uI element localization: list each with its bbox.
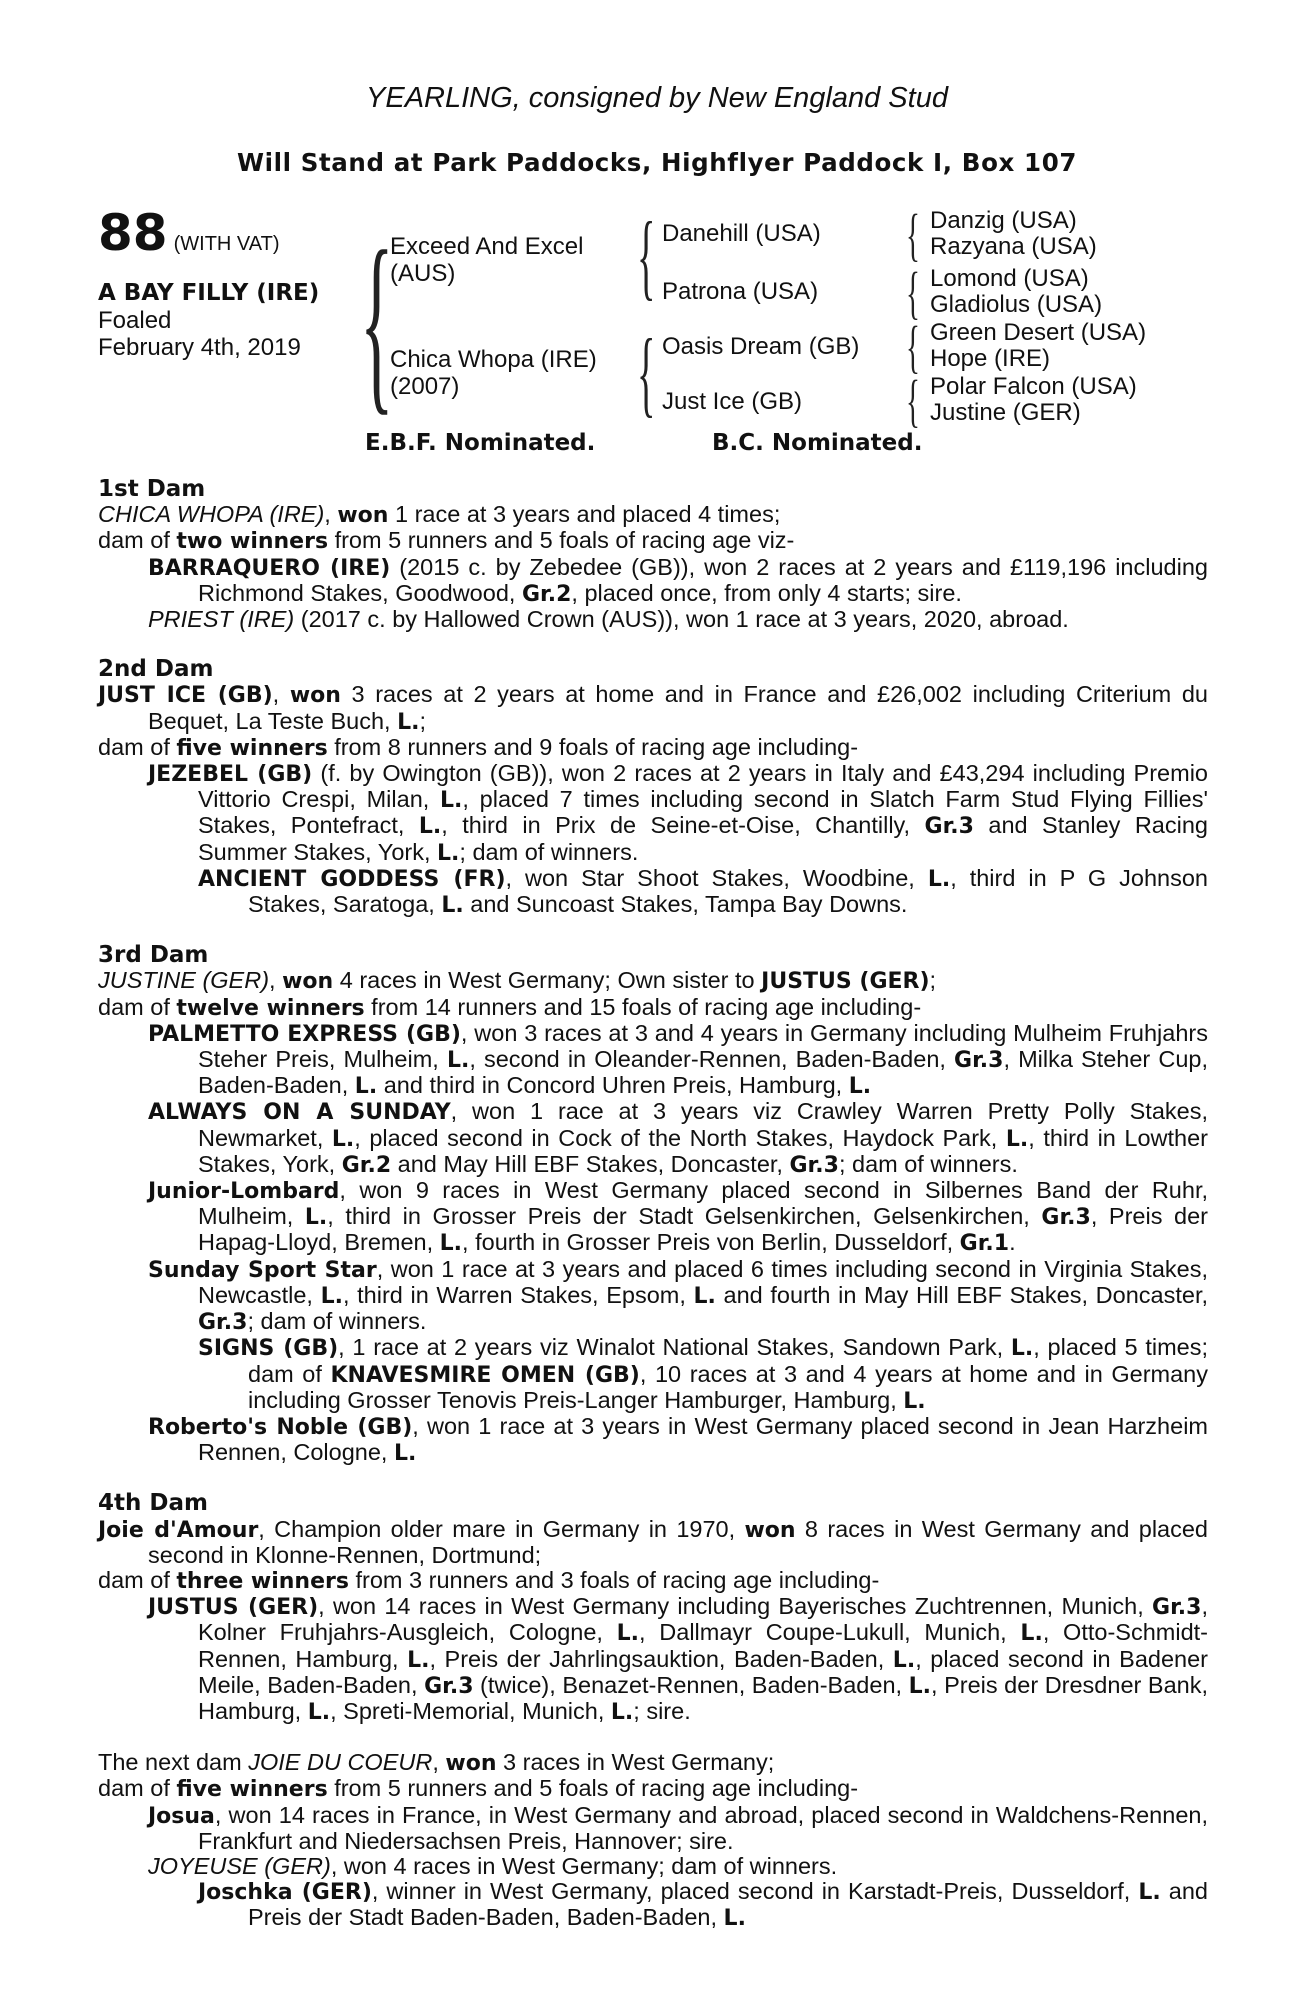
pedigree-notes bbox=[98, 477, 1208, 1932]
pedigree-entry: Junior-Lombard, won 9 races in West Germany placed second in Silbernes Band der Ruhr, Mulheim, L., third in Grosser Preis der Stadt Gelsenkirchen, Gelsenkirchen, Gr.3, Preis der Hapag-Lloyd, Bremen, L., fourth in Grosser Preis von Berlin, Dusseldorf, Gr.1. bbox=[148, 1177, 1208, 1257]
pedigree-entry: PALMETTO EXPRESS (GB), won 3 races at 3 and 4 years in Germany including Mulheim Fruhjahrs Steher Preis, Mulheim, L., second in Oleander-Rennen, Baden-Baden, Gr.3, Milka Steher Cup, Baden-Baden, L. and third in Concord Uhren Preis, Hamburg, L. bbox=[148, 1019, 1208, 1100]
dam-section bbox=[98, 1466, 1208, 1725]
section-title: 1st Dam bbox=[98, 476, 206, 502]
section-title: 4th Dam bbox=[98, 1490, 208, 1517]
g3-brace-1: { bbox=[906, 202, 920, 267]
pedigree-entry: dam of five winners from 8 runners and 9 foals of racing age including- bbox=[98, 733, 859, 761]
ebf-nominated: E.B.F. Nominated. bbox=[365, 430, 596, 456]
lot-info bbox=[98, 206, 319, 361]
pedigree-entry: Joie d'Amour, Champion older mare in Germany in 1970, won 8 races in West Germany and placed second in Klonne-Rennen, Dortmund; bbox=[98, 1515, 1208, 1568]
dam-name-2: (2007) bbox=[390, 373, 460, 400]
sire-name-2: (AUS) bbox=[390, 260, 456, 287]
pedigree-entry: ANCIENT GODDESS (FR), won Star Shoot Stakes, Woodbine, L., third in P G Johnson Stakes, Saratoga, L. and Suncoast Stakes, Tampa Bay Downs. bbox=[198, 864, 1208, 919]
foaled-label: Foaled bbox=[98, 307, 172, 334]
g3-brace-4: { bbox=[906, 368, 920, 433]
pedigree-entry: dam of five winners from 5 runners and 5 foals of racing age including- bbox=[98, 1775, 859, 1803]
g3-5: Green Desert (USA) bbox=[930, 319, 1147, 346]
stand-location: Will Stand at Park Paddocks, Highflyer Paddock I, Box 107 bbox=[237, 148, 1077, 177]
g3-3: Lomond (USA) bbox=[930, 265, 1089, 292]
pedigree-entry: JUSTUS (GER), won 14 races in West Germany including Bayerisches Zuchtrennen, Munich, Gr.3, Kolner Fruhjahrs-Ausgleich, Cologne, L., Dallmayr Coupe-Lukull, Munich, L., Otto-Schmidt-Rennen, Hamburg, L., Preis der Jahrlingsauktion, Baden-Baden, L., placed second in Badener Meile, Baden-Baden, Gr.3 (twice), Benazet-Rennen, Baden-Baden, L., Preis der Dresdner Bank, Hamburg, L., Spreti-Memorial, Munich, L.; sire. bbox=[148, 1593, 1209, 1725]
pedigree-entry: JEZEBEL (GB) (f. by Owington (GB)), won 2 races at 2 years in Italy and £43,294 including Premio Vittorio Crespi, Milan, L., placed 7 times including second in Slatch Farm Stud Flying Fillies' Stakes, Pontefract, L., third in Prix de Seine-et-Oise, Chantilly, Gr.3 and Stanley Racing Summer Stakes, York, L.; dam of winners. bbox=[148, 760, 1208, 866]
section-gap bbox=[98, 1466, 1208, 1491]
vat-note: (WITH VAT) bbox=[173, 233, 280, 255]
dam-sire: Oasis Dream (GB) bbox=[662, 333, 860, 360]
sire-name-1: Exceed And Excel bbox=[390, 233, 584, 260]
g3-8: Justine (GER) bbox=[930, 399, 1081, 426]
g3-7: Polar Falcon (USA) bbox=[930, 373, 1137, 400]
dam-section bbox=[98, 1725, 1208, 1931]
pedigree-entry: Josua, won 14 races in France, in West Germany and abroad, placed second in Waldchens-Rennen, Frankfurt and Niedersachsen Preis, Hannover; sire. bbox=[148, 1801, 1208, 1854]
sire-sire: Danehill (USA) bbox=[662, 220, 821, 247]
g3-brace-2: { bbox=[906, 260, 920, 325]
section-gap bbox=[98, 632, 1208, 657]
sire-dam: Patrona (USA) bbox=[662, 278, 819, 305]
dam-dam: Just Ice (GB) bbox=[662, 388, 803, 415]
foaled-date: February 4th, 2019 bbox=[98, 334, 301, 361]
dam-section bbox=[98, 632, 1208, 918]
pedigree-entry: Joschka (GER), winner in West Germany, placed second in Karstadt-Preis, Dusseldorf, L. and Preis der Stadt Baden-Baden, Baden-Baden, L. bbox=[198, 1878, 1208, 1932]
pedigree-entry: JOYEUSE (GER), won 4 races in West Germany; dam of winners. bbox=[148, 1852, 838, 1879]
pedigree-entry: ALWAYS ON A SUNDAY, won 1 race at 3 years viz Crawley Warren Pretty Polly Stakes, Newmarket, L., placed second in Cock of the North Stakes, Haydock Park, L., third in Lowther Stakes, York, Gr.2 and May Hill EBF Stakes, Doncaster, Gr.3; dam of winners. bbox=[148, 1098, 1209, 1178]
section-title: 3rd Dam bbox=[98, 942, 209, 969]
pedigree-entry: Sunday Sport Star, won 1 race at 3 years and placed 6 times including second in Virginia Stakes, Newcastle, L., third in Warren Stakes, Epsom, L. and fourth in May Hill EBF Stakes, Doncaster, Gr.3; dam of winners. bbox=[148, 1255, 1209, 1336]
pedigree-entry: BARRAQUERO (IRE) (2015 c. by Zebedee (GB)), won 2 races at 2 years and £119,196 including Richmond Stakes, Goodwood, Gr.2, placed once, from only 4 starts; sire. bbox=[148, 553, 1208, 607]
sire-brace: { bbox=[637, 202, 656, 309]
pedigree-entry: JUSTINE (GER), won 4 races in West Germany; Own sister to JUSTUS (GER); bbox=[98, 967, 937, 995]
pedigree-entry: The next dam JOIE DU COEUR, won 3 races in West Germany; bbox=[98, 1749, 775, 1777]
horse-name: A BAY FILLY (IRE) bbox=[98, 280, 320, 306]
pedigree-entry: dam of twelve winners from 14 runners and 15 foals of racing age including- bbox=[98, 993, 922, 1021]
g3-1: Danzig (USA) bbox=[930, 207, 1077, 234]
pedigree-entry: dam of two winners from 5 runners and 5 foals of racing age viz- bbox=[98, 527, 795, 555]
dam-section bbox=[98, 477, 1208, 632]
consignment-heading: YEARLING, consigned by New England Stud bbox=[366, 82, 948, 114]
pedigree-entry: SIGNS (GB), 1 race at 2 years viz Winalot National Stakes, Sandown Park, L., placed 5 times; dam of KNAVESMIRE OMEN (GB), 10 races at 3 and 4 years at home and in Germany including Grosser Tenovis Preis-Langer Hamburger, Hamburg, L. bbox=[198, 1334, 1209, 1414]
section-gap bbox=[98, 1725, 1208, 1750]
parent-brace: { bbox=[360, 211, 394, 432]
pedigree-entry: CHICA WHOPA (IRE), won 1 race at 3 years and placed 4 times; bbox=[98, 501, 781, 529]
pedigree-entry: PRIEST (IRE) (2017 c. by Hallowed Crown (AUS)), won 1 race at 3 years, 2020, abroad. bbox=[148, 606, 1069, 633]
g3-6: Hope (IRE) bbox=[930, 345, 1051, 372]
g3-brace-3: { bbox=[906, 314, 920, 379]
pedigree-entry: JUST ICE (GB), won 3 races at 2 years at home and in France and £26,002 including Criterium du Bequet, La Teste Buch, L.; bbox=[98, 681, 1209, 735]
dam-name-1: Chica Whopa (IRE) bbox=[390, 346, 597, 373]
pedigree-entry: Roberto's Noble (GB), won 1 race at 3 years in West Germany placed second in Jean Harzheim Rennen, Cologne, L. bbox=[148, 1412, 1208, 1467]
dam-section bbox=[98, 918, 1208, 1466]
lot-number: 88 bbox=[98, 204, 168, 262]
section-gap bbox=[98, 918, 1208, 943]
section-title: 2nd Dam bbox=[98, 656, 214, 683]
dam-brace: { bbox=[637, 319, 656, 426]
bc-nominated: B.C. Nominated. bbox=[712, 430, 923, 456]
g3-2: Razyana (USA) bbox=[930, 233, 1097, 260]
pedigree-entry: dam of three winners from 3 runners and 3 foals of racing age including- bbox=[98, 1566, 880, 1594]
g3-4: Gladiolus (USA) bbox=[930, 291, 1103, 318]
